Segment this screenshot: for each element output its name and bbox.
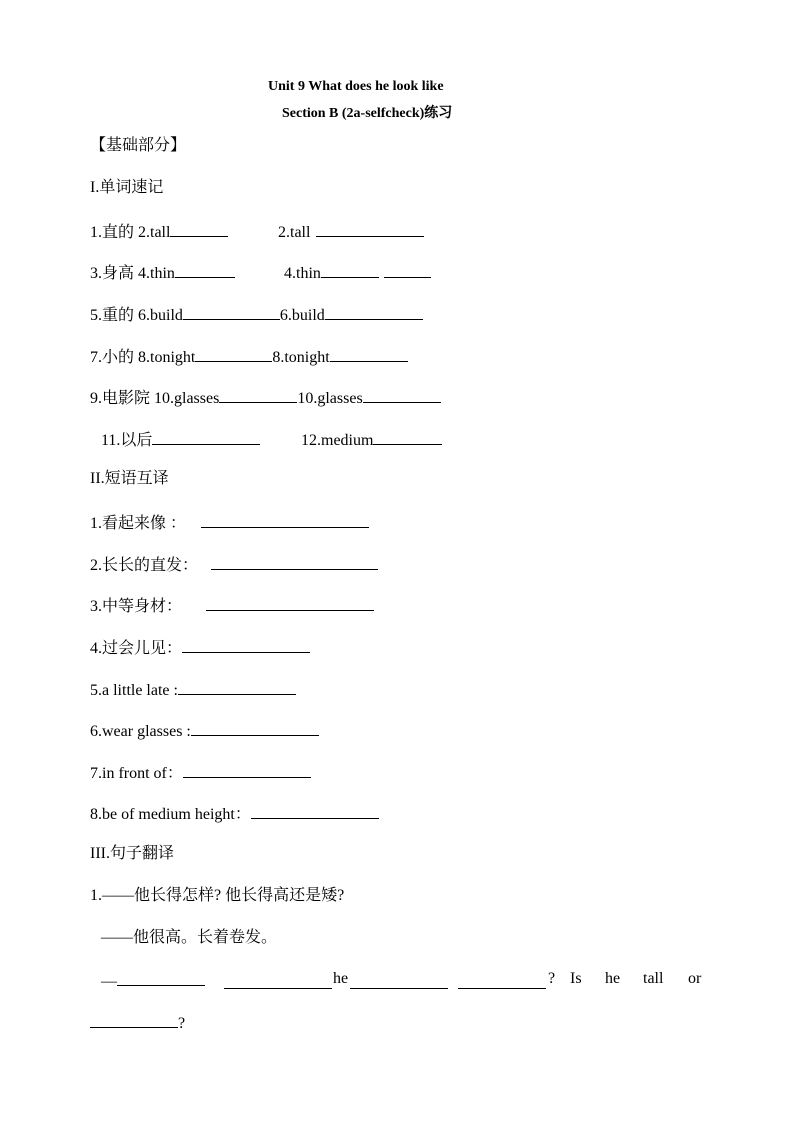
answer-blank[interactable] [182, 636, 310, 653]
answer-blank[interactable] [325, 303, 423, 320]
vocab-prompt: 3.身高 4.thin [90, 265, 175, 282]
answer-blank[interactable] [170, 220, 228, 237]
tall-text: tall [643, 970, 664, 987]
phrase-prompt: 7.in front of： [90, 765, 183, 782]
answer-blank[interactable] [219, 386, 297, 403]
vocab-prompt: 9.电影院 10.glasses [90, 390, 220, 407]
vocab-row-3 [90, 303, 423, 326]
answer-blank[interactable] [117, 969, 205, 986]
is-text: Is [570, 970, 582, 987]
answer-blank[interactable] [321, 261, 379, 278]
answer-blank[interactable] [251, 802, 379, 819]
answer-blank[interactable] [211, 553, 378, 570]
vocab-prompt: 10.glasses [297, 390, 363, 407]
vocab-prompt: 2.tall [278, 224, 311, 241]
phrase-item-2 [90, 553, 378, 576]
vocab-row-6b [301, 428, 442, 451]
answer-blank[interactable] [316, 220, 424, 237]
answer-blank[interactable] [363, 386, 441, 403]
phrase-prompt: 5.a little late : [90, 682, 178, 699]
phrase-item-5 [90, 678, 296, 701]
answer-blank[interactable] [195, 345, 272, 362]
phrase-item-3 [90, 594, 374, 617]
part3-heading: III.句子翻译 [90, 845, 174, 862]
answer-blank[interactable] [183, 761, 311, 778]
vocab-row-2b [284, 261, 431, 284]
part1-heading: I.单词速记 [90, 179, 164, 196]
part2-heading: II.短语互译 [90, 470, 169, 487]
or-text: or [688, 970, 702, 987]
vocab-row-5 [90, 386, 441, 409]
vocab-row-6 [101, 428, 260, 451]
vocab-row-1 [90, 220, 228, 243]
question-mark: ? [178, 1015, 186, 1032]
answer-blank[interactable] [384, 261, 431, 278]
phrase-prompt: 8.be of medium height： [90, 806, 251, 823]
answer-blank[interactable] [350, 972, 448, 989]
answer-blank[interactable] [330, 345, 408, 362]
vocab-row-2 [90, 261, 235, 284]
phrase-item-7 [90, 761, 311, 784]
phrase-item-8 [90, 802, 379, 825]
translate-question-1: 1.——他长得怎样? 他长得高还是矮? [90, 887, 345, 904]
answer-blank[interactable] [191, 719, 319, 736]
vocab-prompt: 4.thin [284, 265, 321, 282]
answer-blank[interactable] [90, 1011, 178, 1028]
vocab-row-4 [90, 345, 408, 368]
answer-blank[interactable] [201, 511, 369, 528]
vocab-prompt: 11.以后 [101, 432, 153, 449]
vocab-prompt: 12.medium [301, 432, 374, 449]
vocab-prompt: 5.重的 6.build [90, 307, 183, 324]
answer-blank[interactable] [175, 261, 235, 278]
phrase-prompt: 4.过会儿见： [90, 640, 183, 657]
question-mark: ? [548, 970, 556, 987]
answer-blank[interactable] [183, 303, 280, 320]
translate-answer-1: ——他很高。长着卷发。 [101, 929, 278, 946]
phrase-item-1 [90, 511, 369, 534]
translate-fill-line-2 [90, 1011, 185, 1034]
he2-text: he [605, 970, 621, 987]
answer-blank[interactable] [206, 594, 374, 611]
phrase-item-4 [90, 636, 310, 659]
answer-blank[interactable] [178, 678, 296, 695]
phrase-prompt: 3.中等身材： [90, 598, 183, 615]
vocab-prompt: 6.build [279, 307, 325, 324]
section-basic-heading: 【基础部分】 [90, 137, 187, 154]
vocab-prompt: 8.tonight [272, 349, 330, 366]
worksheet-title: Unit 9 What does he look like [268, 79, 444, 94]
answer-blank[interactable] [152, 428, 260, 445]
phrase-prompt: 2.长长的直发： [90, 557, 199, 574]
phrase-prompt: 1.看起来像 ： [90, 515, 187, 532]
vocab-prompt: 7.小的 8.tonight [90, 349, 196, 366]
phrase-item-6 [90, 719, 319, 742]
he-text: he [333, 970, 349, 987]
answer-blank[interactable] [373, 428, 442, 445]
phrase-prompt: 6.wear glasses : [90, 723, 191, 740]
dash-text: — [101, 973, 117, 990]
vocab-row-1b [278, 220, 424, 243]
answer-blank[interactable] [458, 972, 546, 989]
vocab-prompt: 1.直的 2.tall [90, 224, 171, 241]
worksheet-subtitle: Section B (2a-selfcheck)练习 [282, 106, 453, 121]
answer-blank[interactable] [224, 972, 332, 989]
